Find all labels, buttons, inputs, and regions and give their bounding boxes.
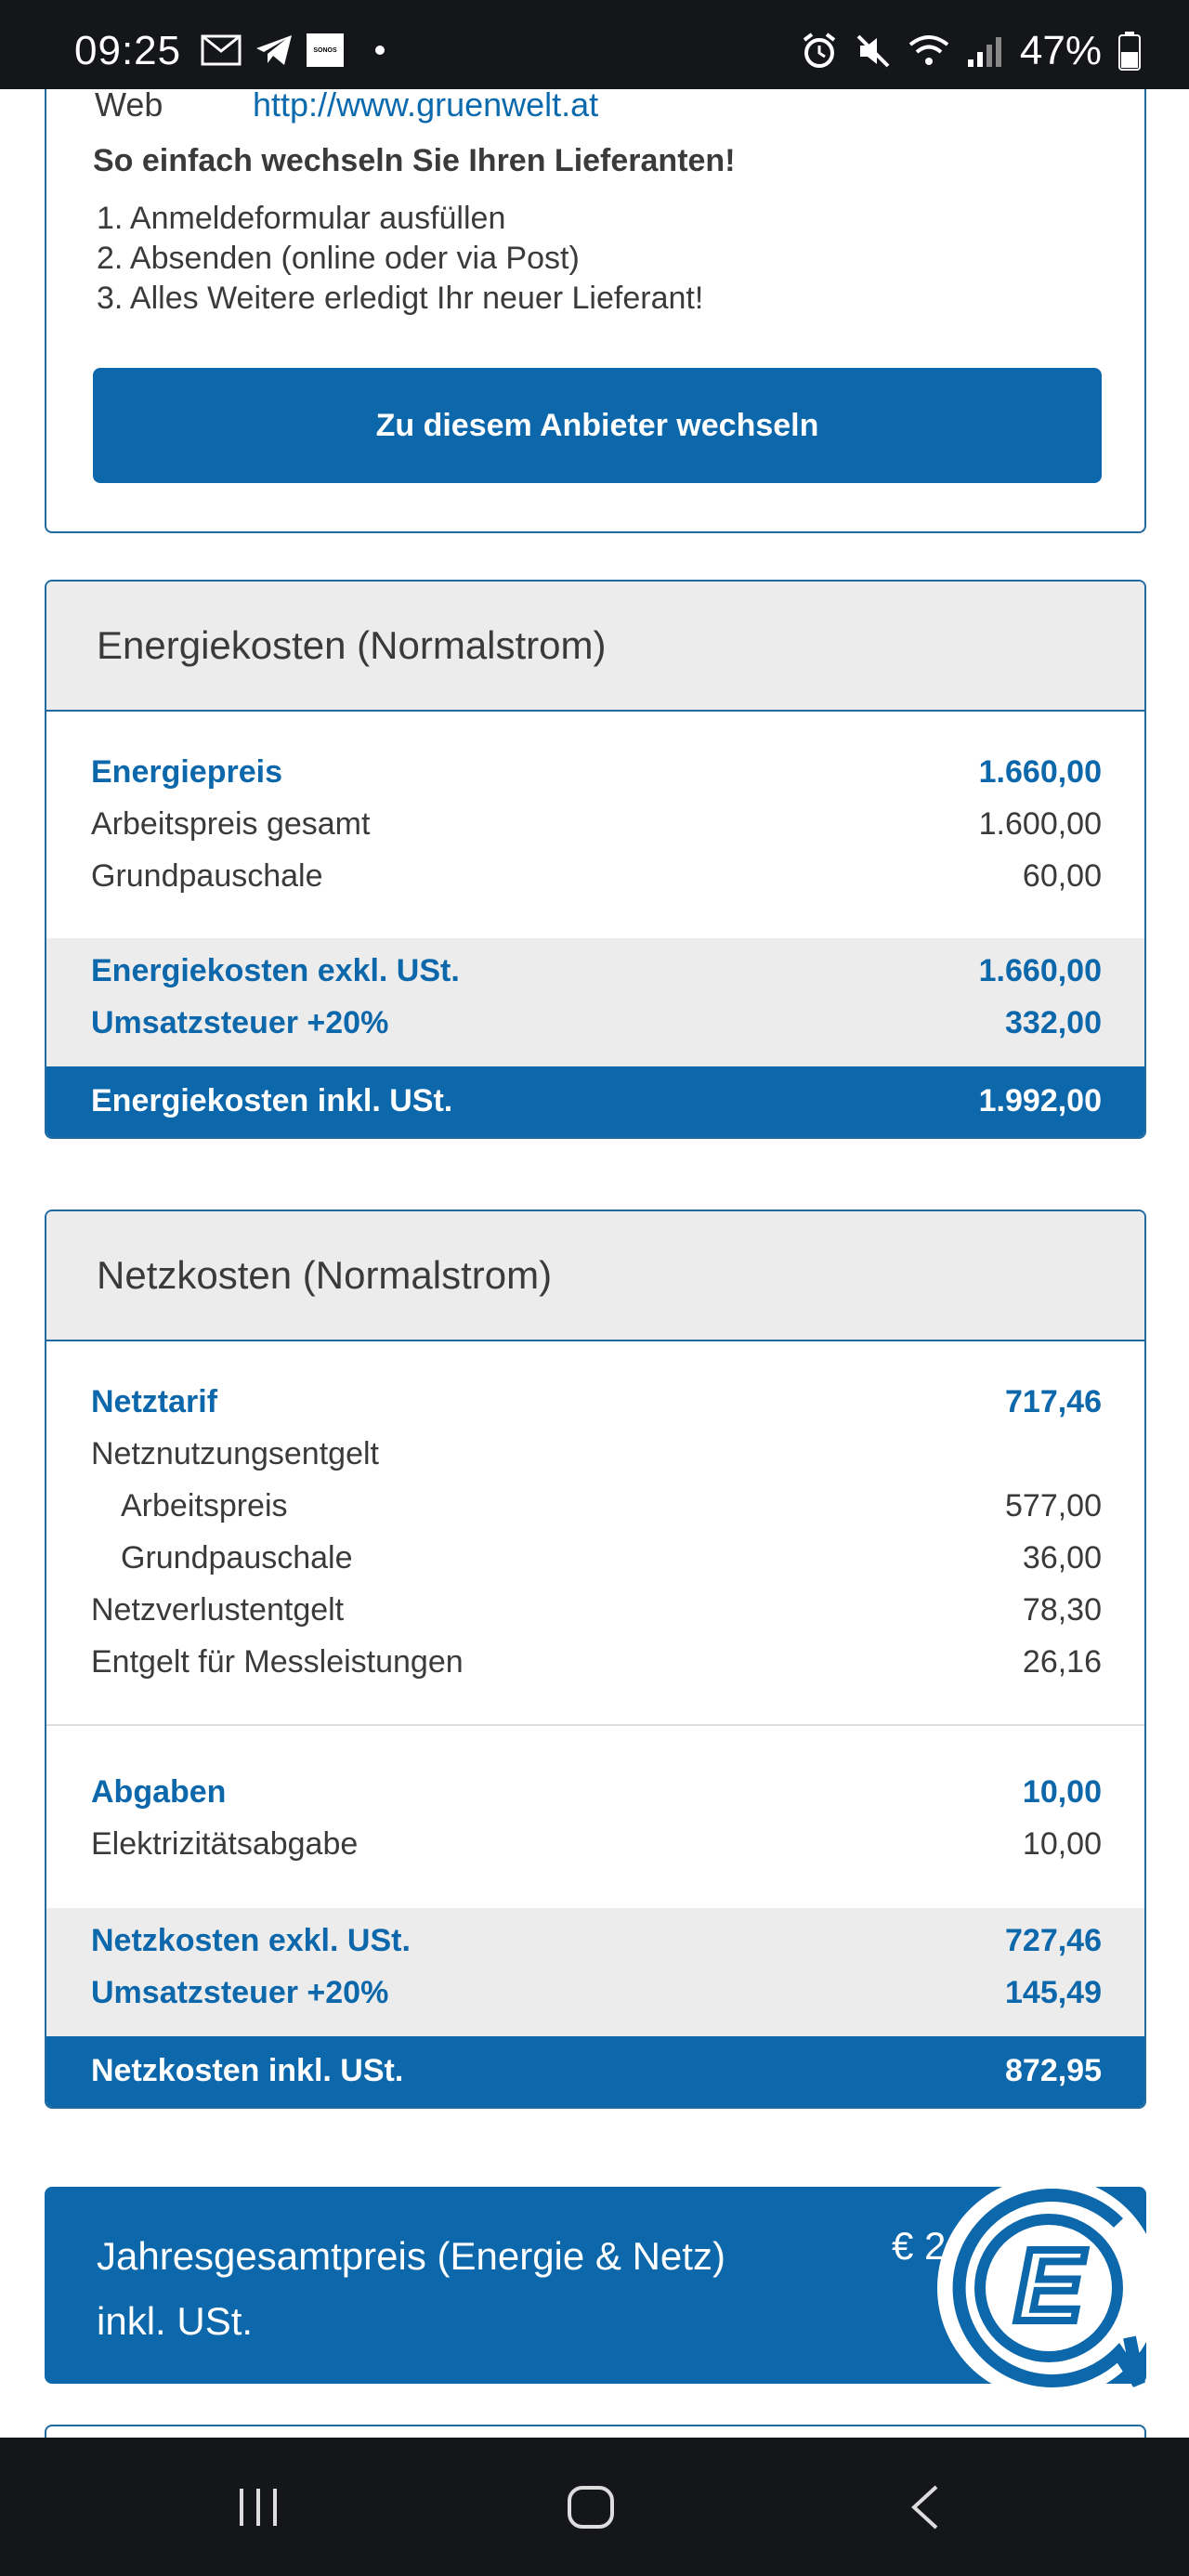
row-value: 717,46 (1005, 1384, 1102, 1419)
row-value: 577,00 (1005, 1488, 1102, 1523)
yearly-total-value: € 2 (892, 2224, 947, 2268)
levies-row (46, 1767, 1144, 1819)
network-tariff-row (46, 1377, 1144, 1429)
row-label: Arbeitspreis gesamt (91, 806, 371, 842)
row-value: 10,00 (1022, 1826, 1102, 1862)
energy-excl-vat-row (46, 946, 1144, 998)
signal-icon (966, 33, 1003, 69)
system-nav-bar (0, 2438, 1189, 2576)
energy-costs-title: Energiekosten (Normalstrom) (46, 582, 1144, 712)
e-control-logo-icon[interactable] (933, 2172, 1165, 2404)
row-value: 10,00 (1022, 1774, 1102, 1810)
row-label: Grundpauschale (121, 1540, 353, 1576)
row-value: 727,46 (1005, 1923, 1102, 1958)
battery-percent: 47% (1019, 28, 1102, 73)
network-incl-vat-bar (46, 2036, 1144, 2107)
web-label: Web (95, 89, 163, 124)
row-label: Umsatzsteuer +20% (91, 1975, 389, 2010)
row-value: 872,95 (1005, 2053, 1102, 2088)
network-base-fee-row (46, 1533, 1144, 1585)
row-label: Energiekosten exkl. USt. (91, 953, 460, 988)
status-bar (0, 0, 1189, 89)
step-item: 3. Alles Weitere erledigt Ihr neuer Lieferant! (97, 281, 704, 316)
wifi-icon (908, 33, 949, 69)
row-label: Abgaben (91, 1774, 227, 1810)
logo-letter: E (1014, 2229, 1083, 2343)
row-label: Netznutzungsentgelt (91, 1436, 379, 1471)
network-usage-fee-row (46, 1429, 1144, 1481)
row-label: Umsatzsteuer +20% (91, 1005, 389, 1040)
base-fee-row (46, 851, 1144, 903)
home-button[interactable] (554, 2475, 628, 2540)
row-value: 1.660,00 (978, 953, 1102, 988)
row-label: Arbeitspreis (121, 1488, 288, 1523)
energy-costs-card (45, 580, 1146, 1139)
row-value: 1.600,00 (978, 806, 1102, 842)
home-icon (567, 2485, 615, 2530)
energy-incl-vat-bar (46, 1066, 1144, 1137)
network-excl-vat-row (46, 1916, 1144, 1968)
mute-icon (855, 33, 892, 70)
row-value: 26,16 (1022, 1644, 1102, 1680)
row-value: 1.992,00 (978, 1083, 1102, 1118)
network-costs-title: Netzkosten (Normalstrom) (46, 1211, 1144, 1341)
notification-icons (201, 33, 385, 67)
yearly-total-label-line1: Jahresgesamtpreis (Energie & Netz) (97, 2234, 725, 2278)
row-label: Energiekosten inkl. USt. (91, 1083, 453, 1118)
network-subtotal-block (46, 1908, 1144, 2036)
row-value: 145,49 (1005, 1975, 1102, 2010)
mail-icon (201, 34, 242, 66)
energy-vat-row (46, 998, 1144, 1066)
row-label: Grundpauschale (91, 858, 323, 894)
back-button[interactable] (888, 2475, 962, 2540)
switch-provider-button[interactable]: Zu diesem Anbieter wechseln (93, 368, 1102, 483)
steps-list (97, 199, 703, 319)
comparison-page (0, 89, 1189, 2438)
electricity-levy-row (46, 1819, 1144, 1871)
row-label: Energiepreis (91, 754, 282, 790)
work-price-row (46, 799, 1144, 851)
status-time: 09:25 (74, 28, 182, 73)
back-icon (908, 2484, 942, 2530)
row-value: 60,00 (1022, 858, 1102, 894)
telegram-icon (255, 33, 294, 67)
network-costs-card (45, 1210, 1146, 2109)
metering-fee-row (46, 1637, 1144, 1689)
row-label: Netztarif (91, 1384, 218, 1419)
network-vat-row (46, 1968, 1144, 2036)
provider-card (45, 89, 1146, 533)
row-value: 36,00 (1022, 1540, 1102, 1576)
row-label: Netzverlustentgelt (91, 1592, 345, 1628)
sonos-icon: SONOS (307, 33, 344, 67)
row-value: 332,00 (1005, 1005, 1102, 1040)
energy-price-row (46, 747, 1144, 799)
next-card-edge (45, 2425, 1146, 2438)
yearly-total-label (97, 2224, 840, 2354)
provider-website-link[interactable]: http://www.gruenwelt.at (253, 89, 599, 124)
more-notifications-dot (375, 46, 385, 55)
yearly-total-label-line2: inkl. USt. (97, 2299, 254, 2343)
howto-title: So einfach wechseln Sie Ihren Lieferanten! (93, 143, 736, 178)
energy-subtotal-block (46, 938, 1144, 1066)
battery-icon (1118, 32, 1141, 71)
recent-apps-button[interactable] (221, 2475, 295, 2540)
alarm-icon (801, 33, 838, 70)
row-label: Entgelt für Messleistungen (91, 1644, 464, 1680)
row-label: Netzkosten inkl. USt. (91, 2053, 404, 2088)
row-label: Elektrizitätsabgabe (91, 1826, 359, 1862)
network-loss-fee-row (46, 1585, 1144, 1637)
row-value: 1.660,00 (978, 754, 1102, 790)
recent-apps-icon (236, 2487, 281, 2528)
step-item: 2. Absenden (online oder via Post) (97, 241, 580, 276)
row-value: 78,30 (1022, 1592, 1102, 1628)
web-row (95, 89, 599, 124)
row-label: Netzkosten exkl. USt. (91, 1923, 411, 1958)
network-work-price-row (46, 1481, 1144, 1533)
step-item: 1. Anmeldeformular ausfüllen (97, 201, 506, 236)
system-icons (801, 28, 1141, 74)
